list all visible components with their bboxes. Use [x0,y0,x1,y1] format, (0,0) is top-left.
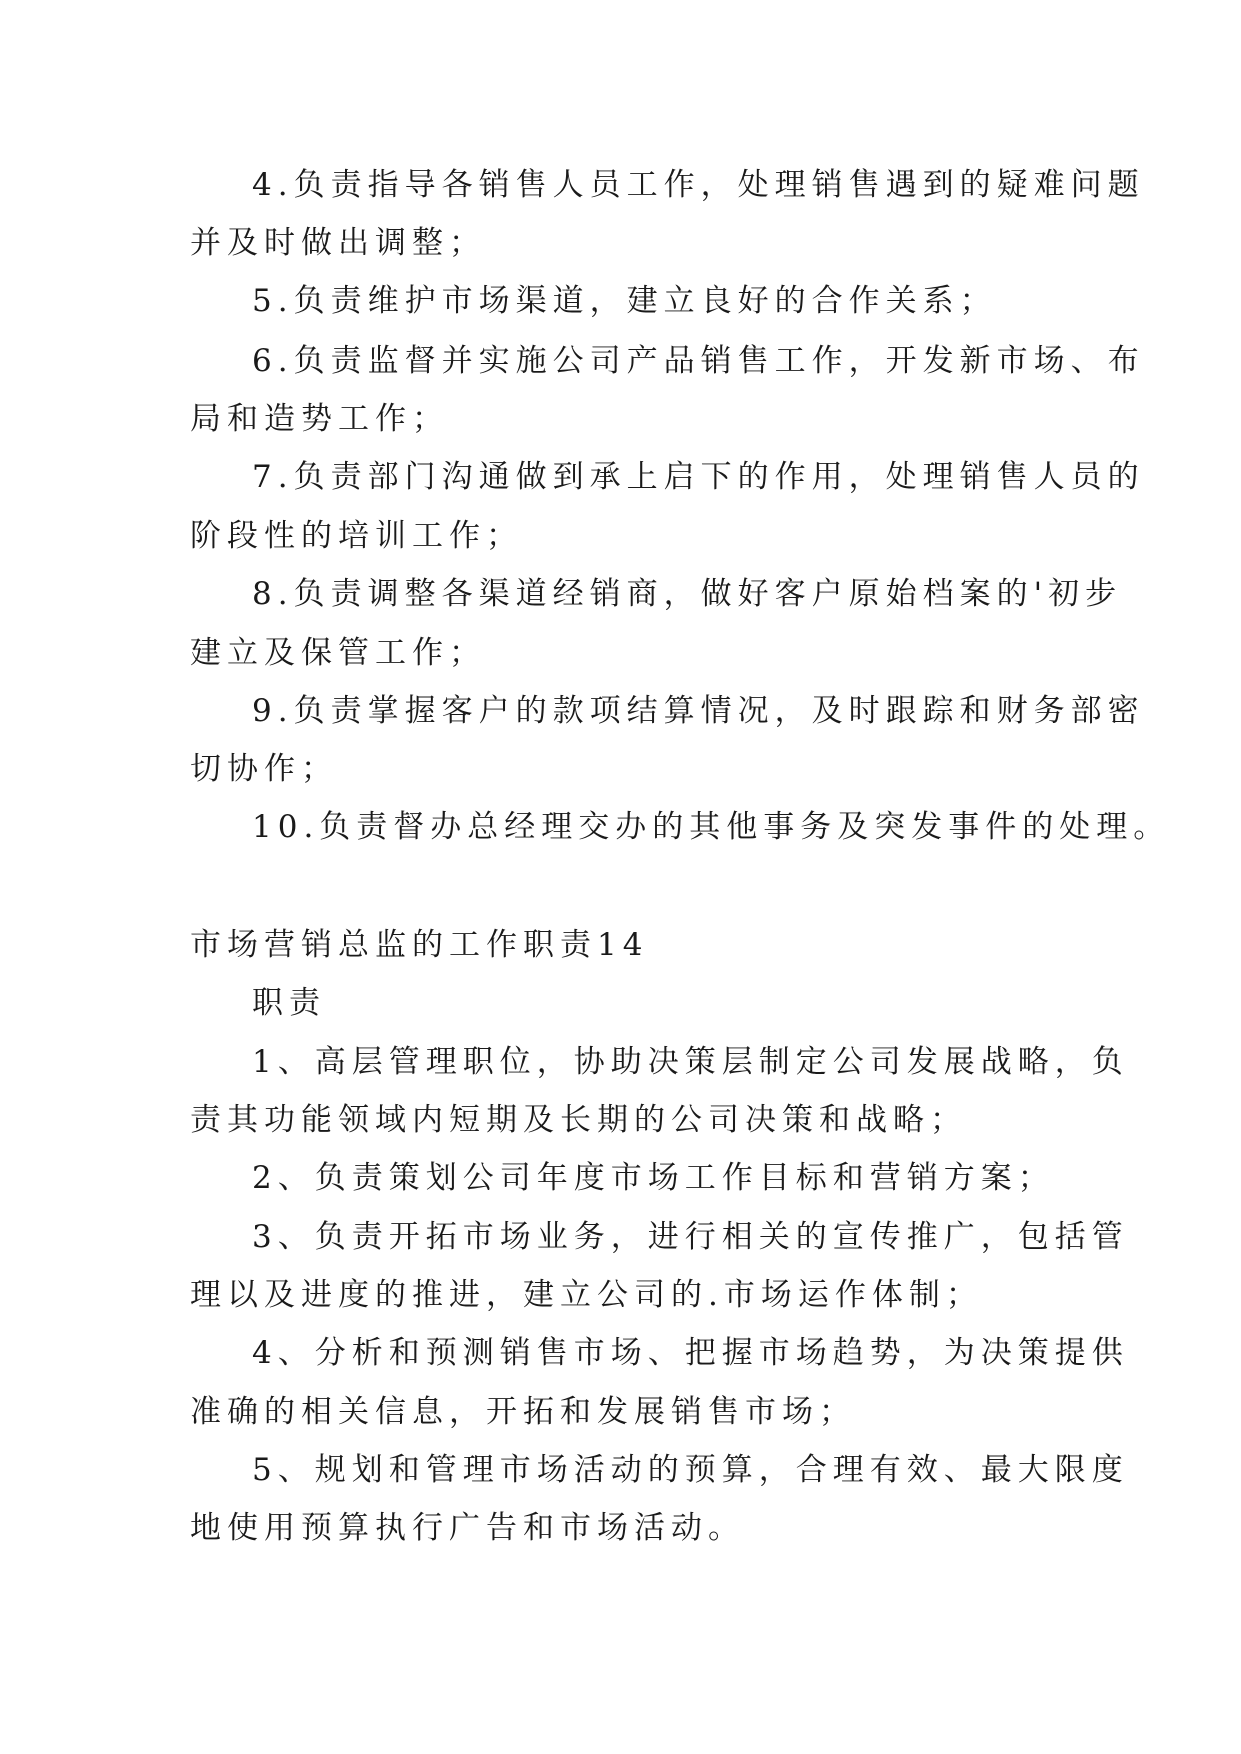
paragraph-line: 10.负责督办总经理交办的其他事务及突发事件的处理。 [252,809,1171,845]
paragraph-line: 5、规划和管理市场活动的预算，合理有效、最大限度 [252,1452,1129,1488]
section-title: 市场营销总监的工作职责14 [190,927,649,963]
paragraph-line: 切协作； [190,751,338,787]
paragraph-line: 地使用预算执行广告和市场活动。 [190,1510,745,1546]
paragraph-line: 4、分析和预测销售市场、把握市场趋势，为决策提供 [252,1335,1129,1371]
paragraph-line: 4.负责指导各销售人员工作，处理销售遇到的疑难问题 [252,167,1145,203]
paragraph-line: 并及时做出调整； [190,225,486,261]
paragraph-line: 局和造势工作； [190,401,449,437]
paragraph-line: 建立及保管工作； [190,635,486,671]
paragraph-line: 理以及进度的推进，建立公司的.市场运作体制； [190,1277,983,1313]
paragraph-line: 9.负责掌握客户的款项结算情况，及时跟踪和财务部密 [252,693,1145,729]
section-subtitle: 职责 [252,985,326,1021]
paragraph-line: 7.负责部门沟通做到承上启下的作用，处理销售人员的 [252,459,1145,495]
paragraph-line: 2、负责策划公司年度市场工作目标和营销方案； [252,1160,1055,1196]
paragraph-line: 8.负责调整各渠道经销商，做好客户原始档案的'初步 [252,576,1123,612]
paragraph-line: 3、负责开拓市场业务，进行相关的宣传推广，包括管 [252,1219,1129,1255]
paragraph-line: 准确的相关信息，开拓和发展销售市场； [190,1394,856,1430]
paragraph-line: 6.负责监督并实施公司产品销售工作，开发新市场、布 [252,343,1145,379]
paragraph-line: 1、高层管理职位，协助决策层制定公司发展战略，负 [252,1044,1129,1080]
paragraph-line: 5.负责维护市场渠道，建立良好的合作关系； [252,283,997,319]
paragraph-line: 责其功能领域内短期及长期的公司决策和战略； [190,1102,967,1138]
paragraph-line: 阶段性的培训工作； [190,518,523,554]
